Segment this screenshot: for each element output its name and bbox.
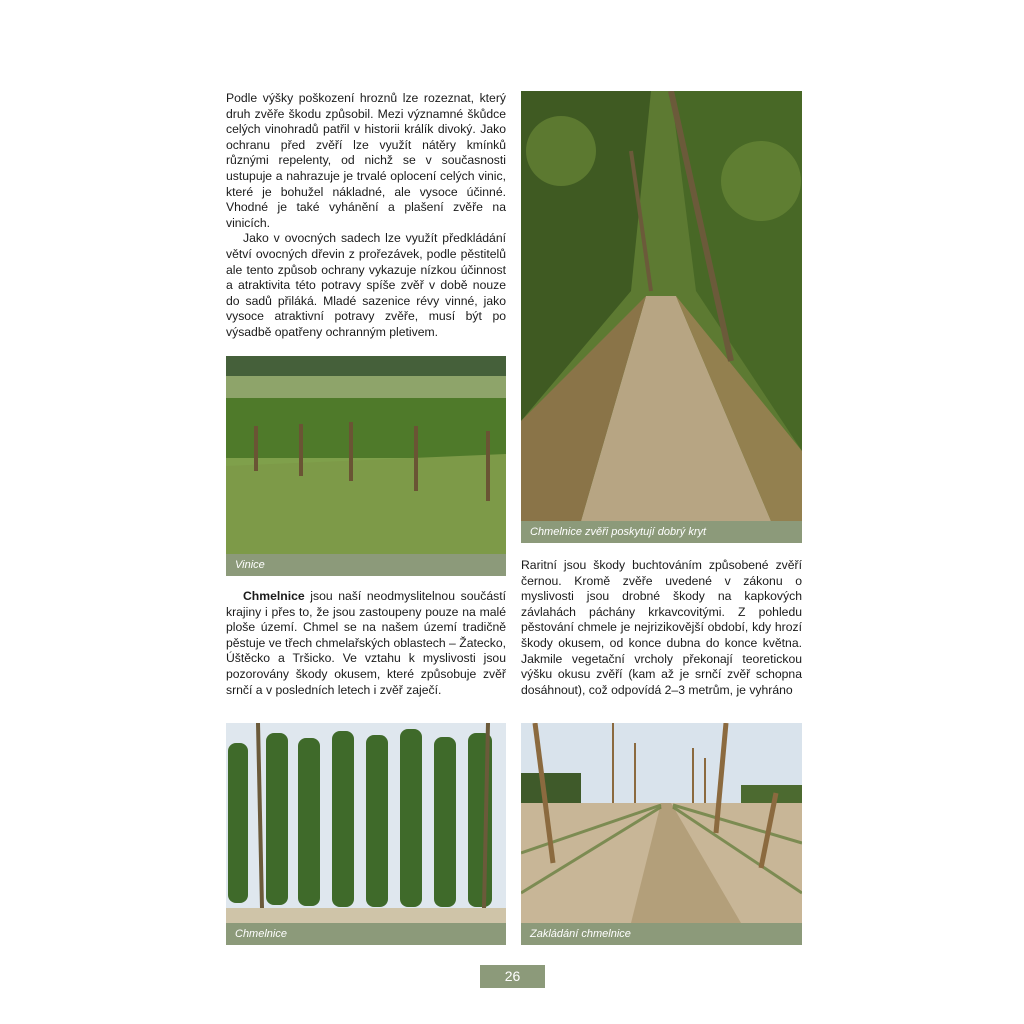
paragraph: Jako v ovocných sadech lze využít předkládání větví ovocných dřevin z prořezávek, podle pěstitelů ale tento způsob ochrany vykazuje nízkou účinnost a atraktivita této potravy spíše zvěř v době nouze do sadů přiláká. Mladé sazenice révy vinné, jako vysoce atraktivní potravy zvěře, musí být po výsadbě opatřeny ochranným pletivem. <box>226 231 506 339</box>
photo-hop-setup <box>521 723 802 923</box>
figure-vinice <box>226 356 506 576</box>
paragraph: Raritní jsou škody buchtováním způsobené zvěří černou. Kromě zvěře uvedené v zákonu o myslivosti jsou drobné škody na kapkových závlahách páchány krkavcovitými. Z pohledu pěstování chmele je nejrizikovější období, kdy hrozí škody okusem, od konce dubna do konce května. Jakmile vegetační vrcholy překonají teoretickou výšku okusu zvěří (kam až je srnčí zvěř schopna dosáhnout), což odpovídá 2–3 metrům, je vyhráno <box>521 558 802 697</box>
caption-hop-setup: Zakládání chmelnice <box>521 923 802 945</box>
caption-hop-field: Chmelnice <box>226 923 506 945</box>
term-chmelnice: Chmelnice <box>243 589 305 603</box>
figure-hop-field <box>226 723 506 945</box>
text-block-mid-left <box>226 589 506 698</box>
photo-vinice <box>226 356 506 554</box>
paragraph: Podle výšky poškození hroznů lze rozeznat, který druh zvěře škodu způsobil. Mezi významné škůdce celých vinohradů patřil v historii králík divoký. Jako ochranu před zvěří lze využít nátěry kmínků různými repelenty, od nichž se v současnosti ustupuje a nahrazuje je trvalé oplocení celých vinic, které je bohužel nákladné, ale vysoce účinné. Vhodné je také vyhánění a plašení zvěře na vinicích. <box>226 91 506 230</box>
figure-hop-setup <box>521 723 802 945</box>
photo-hop-corridor <box>521 91 802 521</box>
text-block-mid-right <box>521 558 802 698</box>
paragraph <box>226 589 506 698</box>
caption-vinice: Vinice <box>226 554 506 576</box>
caption-hop-corridor: Chmelnice zvěři poskytují dobrý kryt <box>521 521 802 543</box>
figure-hop-corridor <box>521 91 802 543</box>
text-block-top-left <box>226 91 506 341</box>
paragraph-body: jsou naší neodmyslitelnou součástí krajiny i přes to, že jsou zastoupeny pouze na malé ploše území. Chmel se na našem území tradičně pěstuje ve třech chmelařských oblastech – Žatecko, Úštěcko a Tršicko. Ve vztahu k myslivosti jsou pozorovány škody okusem, které způsobuje zvěř srnčí a v posledních letech i zvěř zaječí. <box>226 589 506 697</box>
photo-hop-field <box>226 723 506 923</box>
page-number: 26 <box>480 965 545 988</box>
